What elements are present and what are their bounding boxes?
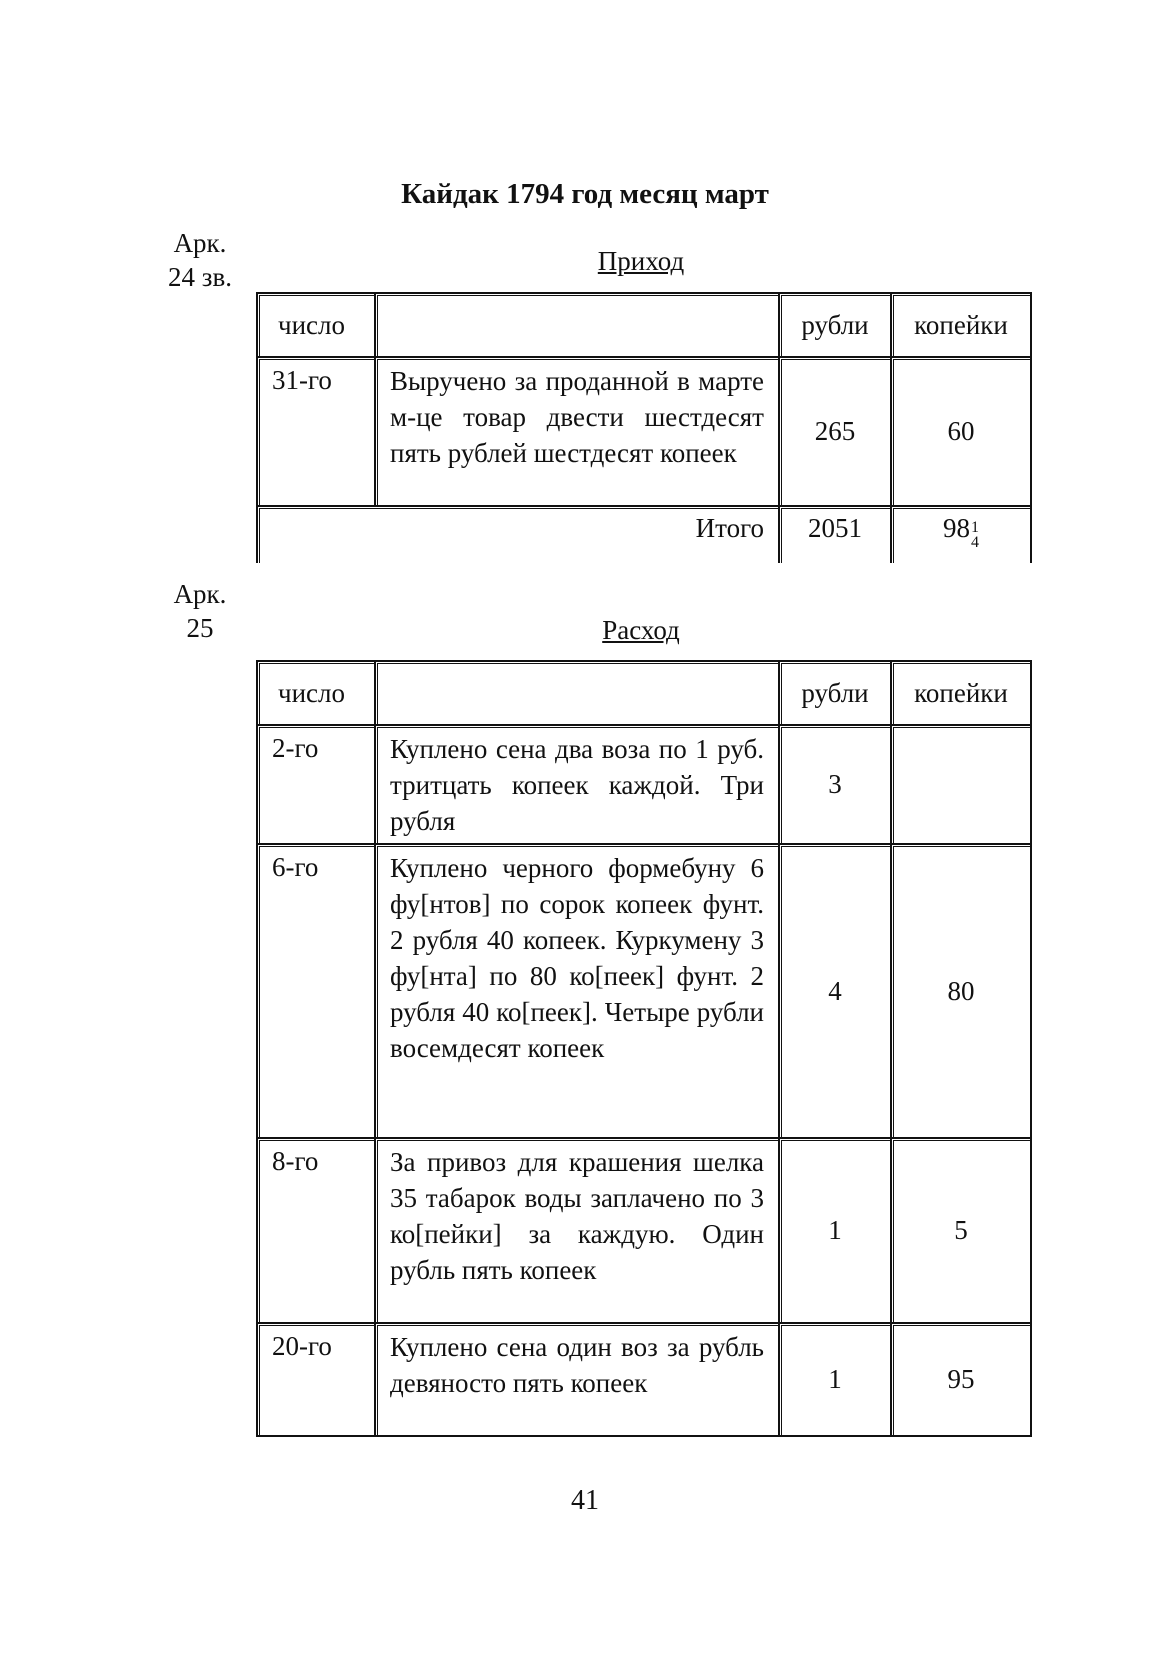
income-col-kopecks-header: копейки [890,292,1032,356]
income-table-row [256,356,1032,505]
expense-row-description: За привоз для крашения шелка 35 табарок воды заплачено по 3 ко[пейки] за каждую. Один рубль пять копеек [374,1137,778,1322]
income-col-day-header: число [256,292,374,356]
page-number: 41 [571,1485,599,1516]
income-header-row [256,292,1032,356]
expense-row-kopecks: 80 [890,843,1032,1137]
income-col-rubles-header: рубли [778,292,890,356]
expense-row-day: 8-го [256,1137,374,1322]
fraction-numerator: 1 [971,519,979,536]
expense-row-description: Куплено сена два воза по 1 руб. тритцать копеек каждой. Три рубля [374,724,778,843]
income-total-row [256,505,1032,563]
expense-table-row [256,724,1032,843]
expense-sheet-ref-line2: 25 [186,613,214,643]
income-sheet-ref-line2: 24 зв. [168,262,232,292]
expense-table-row [256,1137,1032,1322]
income-row-kopecks: 60 [890,356,1032,505]
income-sheet-reference [150,226,250,294]
expense-row-rubles: 4 [778,843,890,1137]
expense-header-row [256,660,1032,724]
income-table [256,292,1032,563]
expense-row-kopecks: 5 [890,1137,1032,1322]
expense-row-day: 6-го [256,843,374,1137]
expense-sheet-ref-line1: Арк. [173,579,227,609]
expense-row-description: Куплено черного формебуну 6 фу[нтов] по сорок копеек фунт. 2 рубля 40 копеек. Куркумену 3 фу[нта] по 80 ко[пеек] фунт. 2 рубля 40 ко[пеек]. Четыре рубли восемдесят копеек [374,843,778,1137]
income-row-description: Выручено за проданной в марте м-це товар двести шестдесят пять рублей шестдесят копеек [374,356,778,505]
expense-col-description-header [374,660,778,724]
income-total-label: Итого [256,505,778,563]
income-col-description-header [374,292,778,356]
income-heading: Приход [597,246,685,276]
expense-row-rubles: 1 [778,1137,890,1322]
expense-table-row [256,843,1032,1137]
expense-row-day: 2-го [256,724,374,843]
income-row-day: 31-го [256,356,374,505]
expense-table [256,660,1032,1437]
page-title: Кайдак 1794 год месяц март [401,178,769,210]
income-total-rubles: 2051 [778,505,890,563]
expense-sheet-reference [150,577,250,645]
expense-col-day-header: число [256,660,374,724]
income-total-kopecks [890,505,1032,563]
income-total-kopecks-fraction [971,520,979,550]
expense-row-rubles: 1 [778,1322,890,1437]
expense-col-rubles-header: рубли [778,660,890,724]
expense-heading: Расход [602,615,680,645]
expense-row-description: Куплено сена один воз за рубль девяносто пять копеек [374,1322,778,1437]
expense-col-kopecks-header: копейки [890,660,1032,724]
expense-row-kopecks [890,724,1032,843]
expense-row-kopecks: 95 [890,1322,1032,1437]
income-sheet-ref-line1: Арк. [173,228,227,258]
expense-row-day: 20-го [256,1322,374,1437]
expense-row-rubles: 3 [778,724,890,843]
expense-table-row [256,1322,1032,1437]
income-row-rubles: 265 [778,356,890,505]
income-total-kopecks-whole: 98 [943,513,970,543]
fraction-denominator: 4 [971,534,979,551]
